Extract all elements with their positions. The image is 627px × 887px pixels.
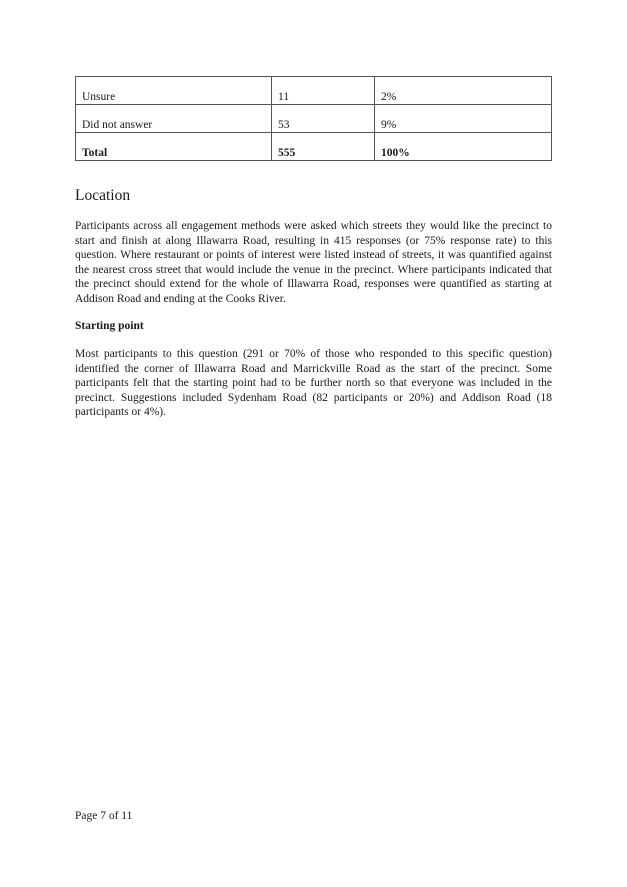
table-row xyxy=(76,105,552,133)
row-label: Unsure xyxy=(76,77,272,105)
row-count: 11 xyxy=(272,77,375,105)
row-percent: 9% xyxy=(375,105,552,133)
row-count: 53 xyxy=(272,105,375,133)
total-percent: 100% xyxy=(375,133,552,161)
table-total-row xyxy=(76,133,552,161)
results-table xyxy=(75,76,552,161)
row-label: Did not answer xyxy=(76,105,272,133)
starting-point-heading: Starting point xyxy=(75,320,144,332)
table-row xyxy=(76,77,552,105)
page-number: Page 7 of 11 xyxy=(75,810,133,822)
starting-point-paragraph: Most participants to this question (291 or 70% of those who responded to this specific question) identified the corner of Illawarra Road and Marrickville Road as the start of the precinct. Some participants felt that the starting point had to be further north so that everyone was included in the precinct. Suggestions included Sydenham Road (82 participants or 20%) and Addison Road (18 participants or 4%). xyxy=(75,348,552,419)
row-percent: 2% xyxy=(375,77,552,105)
total-label: Total xyxy=(76,133,272,161)
total-count: 555 xyxy=(272,133,375,161)
location-heading: Location xyxy=(75,187,131,204)
location-paragraph: Participants across all engagement methods were asked which streets they would like the precinct to start and finish at along Illawarra Road, resulting in 415 responses (or 75% response rate) to this question. Where restaurant or points of interest were listed instead of streets, it was quantified against the nearest cross street that would include the venue in the precinct. Where participants indicated that the precinct should extend for the whole of Illawarra Road, responses were quantified as starting at Addison Road and ending at the Cooks River. xyxy=(75,220,552,305)
